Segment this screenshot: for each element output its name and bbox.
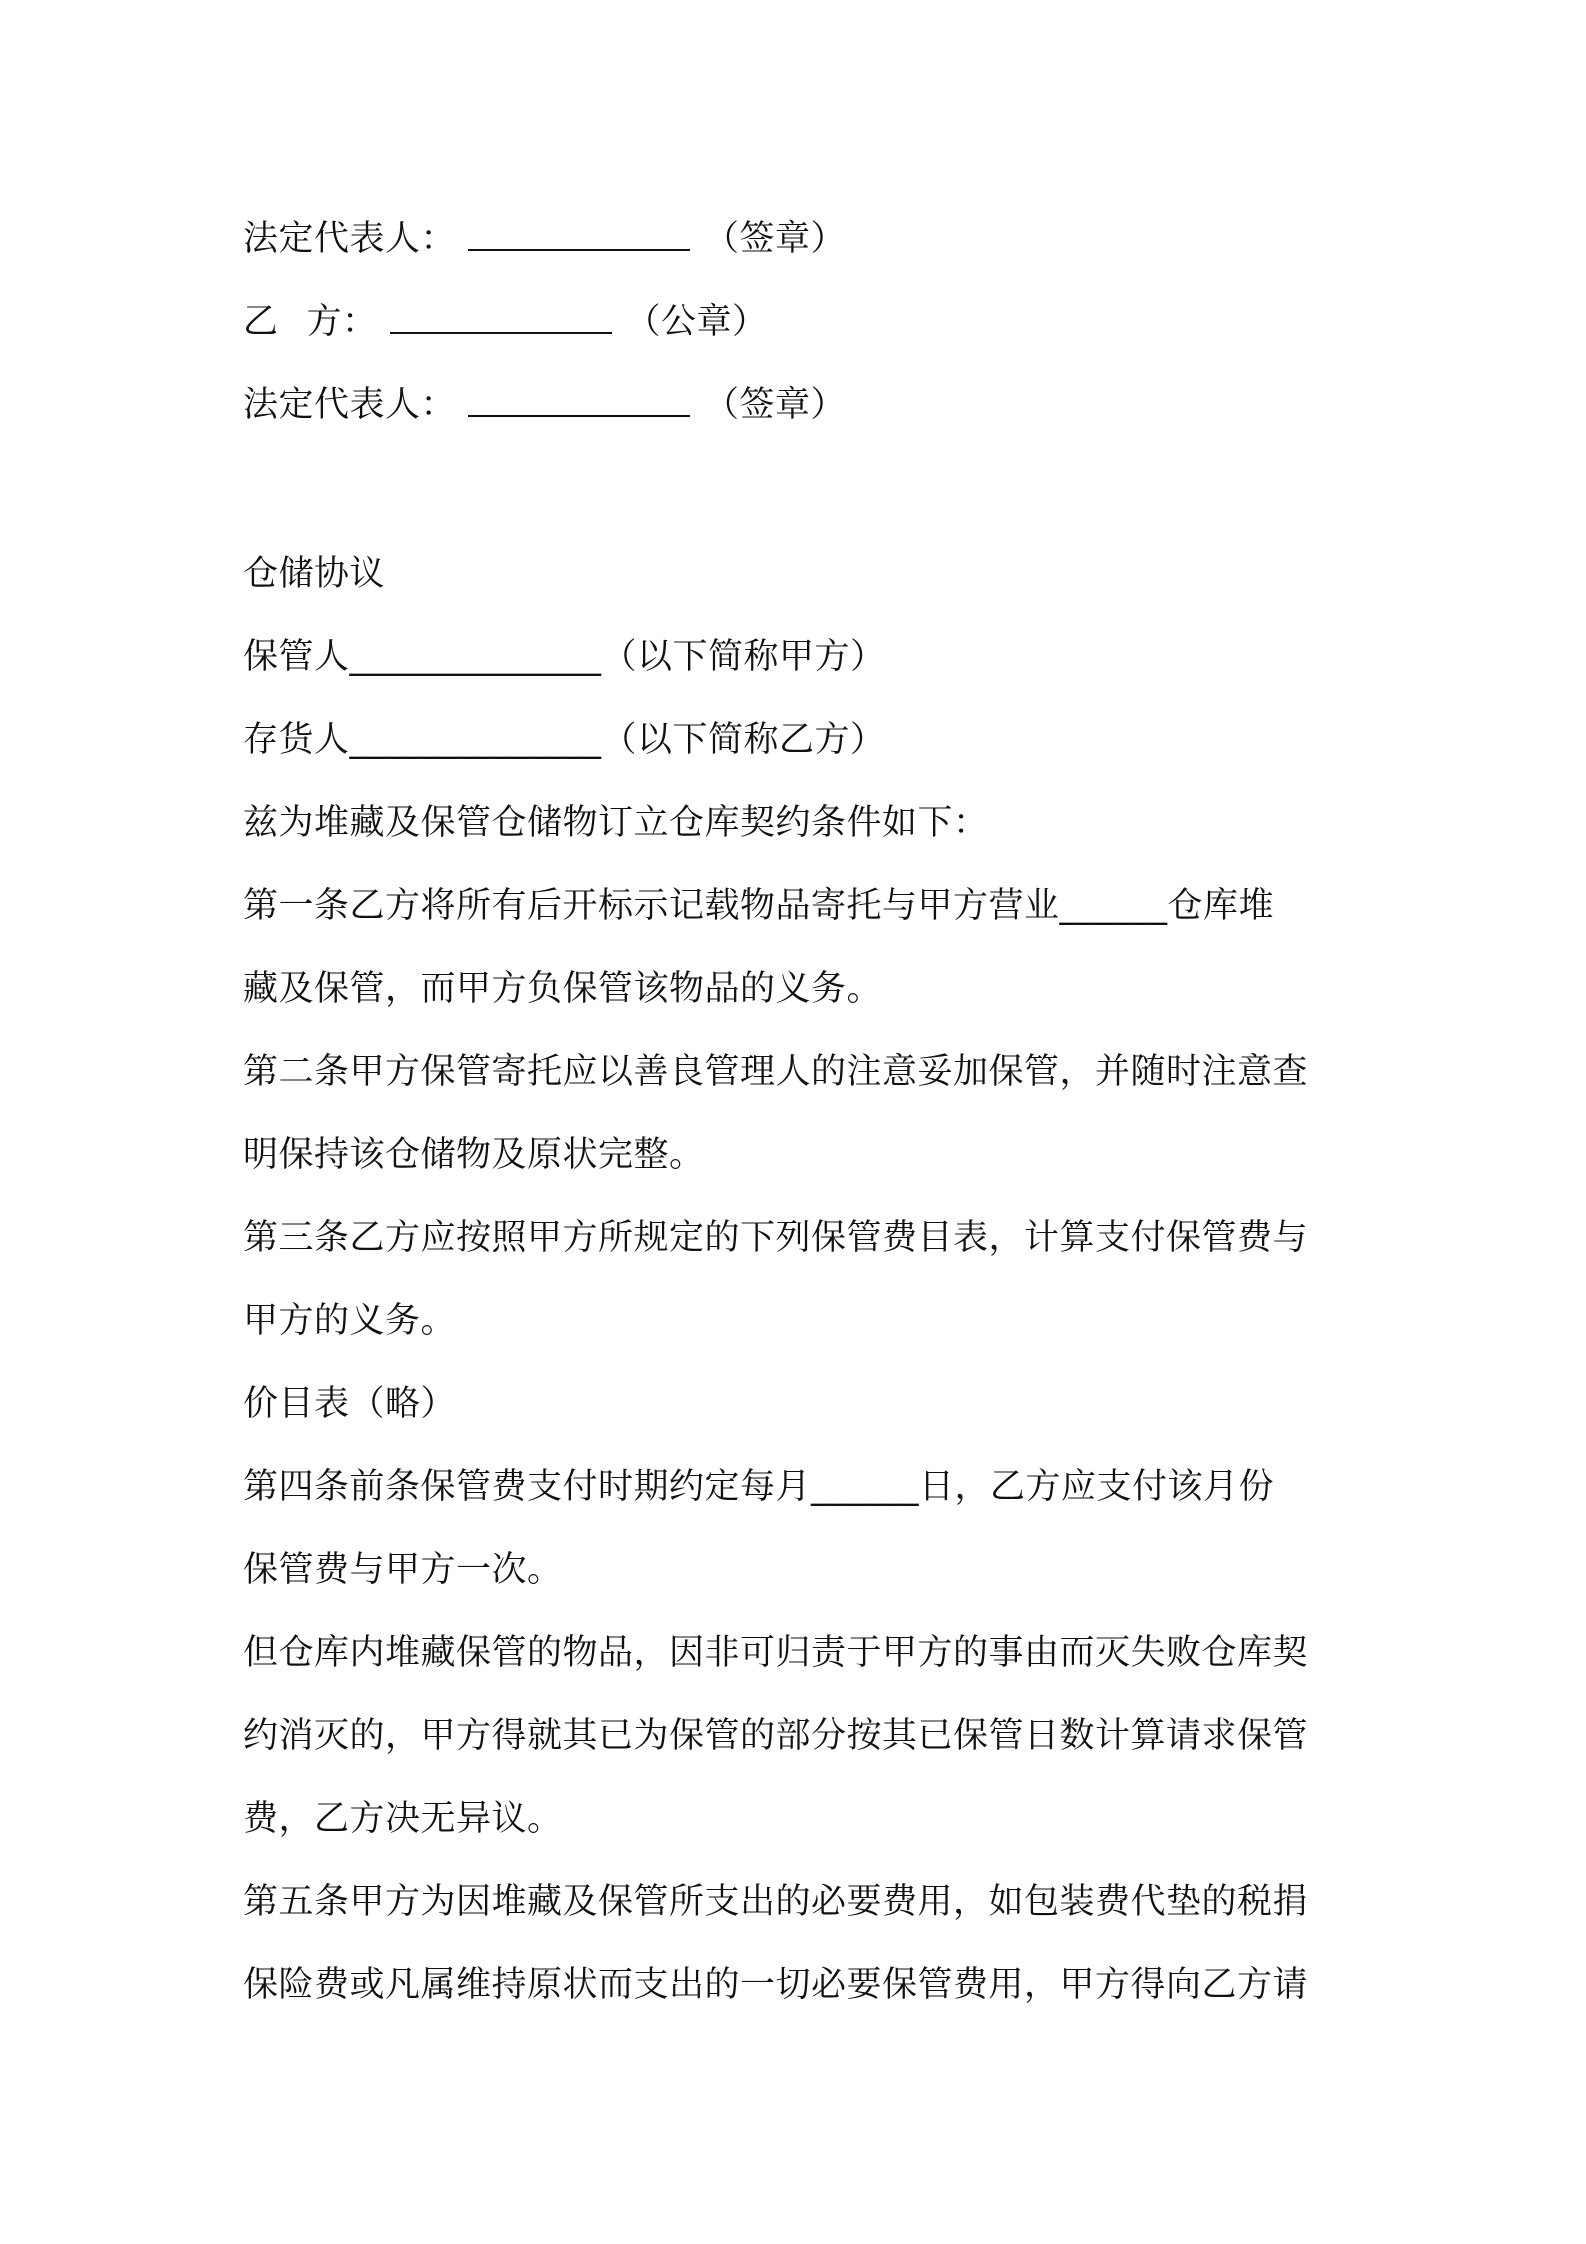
article-4-line-1: 第四条前条保管费支付时期约定每月______日，乙方应支付该月份	[243, 1467, 1275, 1507]
party-b-rep-signature-blank[interactable]	[468, 375, 690, 417]
article-4b-line-2: 约消灭的，甲方得就其已为保管的部分按其已保管日数计算请求保管	[243, 1716, 1309, 1756]
party-b-representative-line	[243, 364, 1355, 447]
article-2-line-1: 第二条甲方保管寄托应以善良管理人的注意妥加保管，并随时注意查	[243, 1052, 1309, 1092]
party-b-rep-note: （签章）	[704, 385, 847, 425]
custodian-line: 保管人______________（以下简称甲方）	[243, 637, 886, 677]
party-b-line	[243, 281, 1355, 364]
party-b-seal-blank[interactable]	[390, 292, 612, 334]
party-b-rep-label: 法定代表人：	[243, 385, 457, 425]
article-1-line-1: 第一条乙方将所有后开标示记载物品寄托与甲方营业______仓库堆	[243, 886, 1275, 926]
party-b-label-2: 方：	[306, 302, 378, 342]
article-1-line-2: 藏及保管，而甲方负保管该物品的义务。	[243, 969, 883, 1009]
article-4-line-2: 保管费与甲方一次。	[243, 1550, 563, 1590]
agreement-body	[243, 533, 1355, 2027]
party-a-rep-label: 法定代表人：	[243, 219, 457, 259]
article-3-line-1: 第三条乙方应按照甲方所规定的下列保管费目表，计算支付保管费与	[243, 1218, 1309, 1258]
price-table-line: 价目表（略）	[243, 1384, 457, 1424]
depositor-line: 存货人______________（以下简称乙方）	[243, 720, 886, 760]
party-b-label-1: 乙	[243, 302, 279, 342]
article-4b-line-1: 但仓库内堆藏保管的物品，因非可归责于甲方的事由而灭失败仓库契	[243, 1633, 1309, 1673]
party-a-rep-note: （签章）	[704, 219, 847, 259]
article-4b-line-3: 费，乙方决无异议。	[243, 1799, 563, 1839]
party-a-representative-line	[243, 198, 1355, 281]
article-2-line-2: 明保持该仓储物及原状完整。	[243, 1135, 705, 1175]
document-page	[243, 198, 1355, 2027]
article-5-line-2: 保险费或凡属维持原状而支出的一切必要保管费用，甲方得向乙方请	[243, 1965, 1309, 2005]
article-3-line-2: 甲方的义务。	[243, 1301, 457, 1341]
party-b-note: （公章）	[625, 302, 768, 342]
party-a-rep-signature-blank[interactable]	[468, 209, 690, 251]
article-5-line-1: 第五条甲方为因堆藏及保管所支出的必要费用，如包装费代垫的税捐	[243, 1882, 1309, 1922]
agreement-title: 仓储协议	[243, 554, 386, 594]
intro-line: 兹为堆藏及保管仓储物订立仓库契约条件如下：	[243, 803, 989, 843]
